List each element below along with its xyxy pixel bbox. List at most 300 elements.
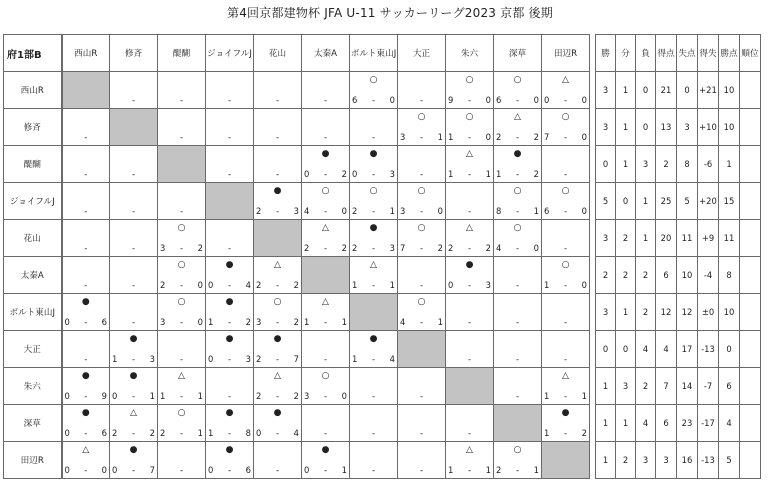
stat-cell: 2 xyxy=(616,220,636,257)
stat-cell: 0 xyxy=(596,146,616,183)
result-cell xyxy=(254,331,302,368)
unplayed-dash: - xyxy=(563,354,568,364)
score-part: 2 xyxy=(256,354,262,364)
stat-cell: 1 xyxy=(616,72,636,109)
result-cell xyxy=(158,220,206,257)
result-cell xyxy=(398,109,446,146)
result-cell xyxy=(350,220,398,257)
stat-cell: 3 xyxy=(596,294,616,331)
unplayed-dash: - xyxy=(227,391,232,401)
stat-cell: +20 xyxy=(698,183,719,220)
table-row xyxy=(4,294,761,331)
win-mark: ○ xyxy=(369,186,378,196)
stat-cell: 7 xyxy=(656,368,677,405)
stat-cell: -17 xyxy=(698,405,719,442)
result-cell xyxy=(302,183,350,220)
result-cell xyxy=(206,331,254,368)
score-part: 1 xyxy=(448,169,454,179)
stat-header: 得点 xyxy=(656,35,677,72)
match-score xyxy=(65,465,108,475)
score-part: - xyxy=(227,465,232,475)
loss-mark: ● xyxy=(321,445,330,455)
match-score xyxy=(208,354,251,364)
stat-cell: 1 xyxy=(719,146,740,183)
score-part: - xyxy=(227,354,232,364)
stat-cell: 13 xyxy=(656,109,677,146)
stat-cell: 14 xyxy=(677,368,698,405)
score-part: - xyxy=(515,132,520,142)
draw-mark: △ xyxy=(274,260,281,270)
unplayed-dash: - xyxy=(84,132,88,142)
match-score xyxy=(256,317,299,327)
score-part: 3 xyxy=(485,280,491,290)
match-score xyxy=(160,391,203,401)
stat-cell: 6 xyxy=(656,405,677,442)
result-cell xyxy=(158,331,206,368)
result-cell xyxy=(302,294,350,331)
score-part: 0 xyxy=(581,280,587,290)
match-score xyxy=(208,317,251,327)
score-part: 1 xyxy=(544,280,550,290)
score-part: 1 xyxy=(496,169,502,179)
score-part: 6 xyxy=(496,95,502,105)
stat-cell xyxy=(740,183,761,220)
win-mark: ○ xyxy=(465,112,474,122)
match-score xyxy=(448,95,491,105)
draw-mark: △ xyxy=(322,223,329,233)
stat-cell: 15 xyxy=(719,183,740,220)
stat-header: 失点 xyxy=(677,35,698,72)
result-cell xyxy=(110,405,158,442)
score-part: 0 xyxy=(544,95,550,105)
draw-mark: △ xyxy=(370,260,377,270)
stat-cell: 5 xyxy=(596,183,616,220)
stat-cell: 3 xyxy=(596,109,616,146)
stat-cell: +21 xyxy=(698,72,719,109)
score-part: 3 xyxy=(293,206,299,216)
score-part: 0 xyxy=(208,280,214,290)
stat-cell: 12 xyxy=(656,294,677,331)
score-part: - xyxy=(179,428,184,438)
score-part: 3 xyxy=(389,243,395,253)
unplayed-dash: - xyxy=(227,169,232,179)
score-part: 2 xyxy=(533,132,539,142)
stat-cell: +10 xyxy=(698,109,719,146)
unplayed-dash: - xyxy=(179,354,184,364)
result-cell xyxy=(494,109,542,146)
draw-mark: △ xyxy=(466,149,473,159)
loss-mark: ● xyxy=(369,223,378,233)
stat-header: 勝点 xyxy=(719,35,740,72)
result-cell xyxy=(542,146,590,183)
score-part: 2 xyxy=(341,169,347,179)
score-part: 1 xyxy=(160,391,166,401)
win-mark: ○ xyxy=(513,186,522,196)
match-score xyxy=(304,206,347,216)
score-part: 3 xyxy=(149,354,155,364)
win-mark: ○ xyxy=(513,75,522,85)
result-cell xyxy=(254,109,302,146)
unplayed-dash: - xyxy=(275,169,280,179)
score-part: 6 xyxy=(101,317,107,327)
match-score xyxy=(256,354,299,364)
loss-mark: ● xyxy=(273,186,282,196)
result-cell xyxy=(494,146,542,183)
result-cell xyxy=(302,331,350,368)
score-part: 2 xyxy=(496,132,502,142)
stat-cell xyxy=(740,109,761,146)
score-part: 3 xyxy=(400,206,406,216)
score-part: 1 xyxy=(208,428,214,438)
stat-cell: -4 xyxy=(698,257,719,294)
result-cell xyxy=(158,72,206,109)
score-part: 0 xyxy=(533,243,539,253)
score-part: - xyxy=(419,206,424,216)
score-part: 7 xyxy=(293,354,299,364)
result-cell xyxy=(398,294,446,331)
score-part: 1 xyxy=(448,132,454,142)
score-part: 2 xyxy=(581,428,587,438)
loss-mark: ● xyxy=(561,408,570,418)
team-header: 醍醐 xyxy=(158,35,206,72)
unplayed-dash: - xyxy=(227,132,232,142)
match-score xyxy=(256,391,299,401)
stat-cell: 4 xyxy=(719,405,740,442)
score-part: - xyxy=(84,428,88,438)
score-part: - xyxy=(515,169,520,179)
score-part: 1 xyxy=(341,317,347,327)
stat-cell: 1 xyxy=(616,146,636,183)
score-part: 1 xyxy=(352,280,358,290)
score-part: 0 xyxy=(304,169,310,179)
match-score xyxy=(112,428,155,438)
result-cell xyxy=(62,220,110,257)
score-part: - xyxy=(371,280,376,290)
stat-cell: 8 xyxy=(719,257,740,294)
score-part: 7 xyxy=(400,243,406,253)
stat-cell: +9 xyxy=(698,220,719,257)
stat-cell: 3 xyxy=(636,442,656,479)
unplayed-dash: - xyxy=(323,95,328,105)
result-cell xyxy=(206,442,254,479)
match-score xyxy=(65,391,108,401)
score-part: 2 xyxy=(160,428,166,438)
stat-cell: 3 xyxy=(677,109,698,146)
stat-cell: 10 xyxy=(719,294,740,331)
result-cell xyxy=(542,294,590,331)
unplayed-dash: - xyxy=(419,428,424,438)
result-cell xyxy=(110,368,158,405)
unplayed-dash: - xyxy=(227,243,232,253)
draw-mark: △ xyxy=(322,297,329,307)
match-score xyxy=(448,169,491,179)
score-part: 1 xyxy=(304,317,310,327)
team-header: 朱六 xyxy=(446,35,494,72)
result-cell xyxy=(542,257,590,294)
match-score xyxy=(160,280,203,290)
table-row xyxy=(4,72,761,109)
stat-cell: 1 xyxy=(616,109,636,146)
match-score xyxy=(160,243,203,253)
stat-cell: 1 xyxy=(616,294,636,331)
table-row xyxy=(4,257,761,294)
match-score xyxy=(256,206,299,216)
unplayed-dash: - xyxy=(84,354,88,364)
match-score xyxy=(544,95,587,105)
score-part: 1 xyxy=(533,465,539,475)
loss-mark: ● xyxy=(81,297,90,307)
stat-cell: 1 xyxy=(636,220,656,257)
unplayed-dash: - xyxy=(131,206,136,216)
score-part: 4 xyxy=(245,280,251,290)
score-part: 0 xyxy=(208,465,214,475)
result-cell xyxy=(398,183,446,220)
unplayed-dash: - xyxy=(419,169,424,179)
result-cell xyxy=(542,368,590,405)
draw-mark: △ xyxy=(466,223,473,233)
match-score xyxy=(544,206,587,216)
draw-mark: △ xyxy=(178,371,185,381)
score-part: - xyxy=(419,243,424,253)
score-part: 3 xyxy=(256,317,262,327)
unplayed-dash: - xyxy=(563,243,568,253)
loss-mark: ● xyxy=(129,334,138,344)
score-part: - xyxy=(563,206,568,216)
unplayed-dash: - xyxy=(419,391,424,401)
result-cell xyxy=(350,146,398,183)
unplayed-dash: - xyxy=(179,132,184,142)
loss-mark: ● xyxy=(369,334,378,344)
score-part: - xyxy=(515,243,520,253)
win-mark: ○ xyxy=(177,297,186,307)
draw-mark: △ xyxy=(562,371,569,381)
loss-mark: ● xyxy=(321,149,330,159)
table-row xyxy=(4,368,761,405)
score-part: - xyxy=(84,465,88,475)
win-mark: ○ xyxy=(417,223,426,233)
stat-cell: 6 xyxy=(719,368,740,405)
row-team-name: 西山R xyxy=(4,72,62,109)
unplayed-dash: - xyxy=(179,95,184,105)
stat-cell: 4 xyxy=(656,331,677,368)
stat-cell xyxy=(740,72,761,109)
score-part: 0 xyxy=(352,169,358,179)
result-cell xyxy=(494,220,542,257)
win-mark: ○ xyxy=(321,186,330,196)
score-part: - xyxy=(179,317,184,327)
match-score xyxy=(544,280,587,290)
score-part: 1 xyxy=(437,132,443,142)
stat-cell: 3 xyxy=(596,72,616,109)
stat-cell: 1 xyxy=(596,405,616,442)
score-part: 0 xyxy=(581,206,587,216)
win-mark: ○ xyxy=(273,297,282,307)
win-mark: ○ xyxy=(177,260,186,270)
score-part: - xyxy=(179,243,184,253)
score-part: - xyxy=(563,132,568,142)
score-part: 0 xyxy=(197,317,203,327)
stat-cell: -7 xyxy=(698,368,719,405)
score-part: 2 xyxy=(352,206,358,216)
score-part: 7 xyxy=(149,465,155,475)
score-part: 0 xyxy=(581,95,587,105)
score-part: 8 xyxy=(245,428,251,438)
loss-mark: ● xyxy=(465,260,474,270)
result-cell xyxy=(542,109,590,146)
result-cell xyxy=(62,257,110,294)
loss-mark: ● xyxy=(225,260,234,270)
unplayed-dash: - xyxy=(467,428,472,438)
match-score xyxy=(496,206,539,216)
match-score xyxy=(496,132,539,142)
team-header: ジョイフルJ xyxy=(206,35,254,72)
result-cell xyxy=(446,294,494,331)
result-cell xyxy=(254,72,302,109)
score-part: - xyxy=(131,428,136,438)
team-header: 太秦A xyxy=(302,35,350,72)
score-part: 6 xyxy=(101,428,107,438)
result-cell xyxy=(398,368,446,405)
stat-cell: 1 xyxy=(596,368,616,405)
score-part: - xyxy=(323,169,328,179)
stat-cell: 0 xyxy=(719,331,740,368)
self-match-cell xyxy=(398,331,446,368)
result-cell xyxy=(254,405,302,442)
self-match-cell xyxy=(494,405,542,442)
score-part: 3 xyxy=(160,317,166,327)
unplayed-dash: - xyxy=(515,354,520,364)
result-cell xyxy=(62,183,110,220)
result-cell xyxy=(446,257,494,294)
match-score xyxy=(304,391,347,401)
result-cell xyxy=(542,405,590,442)
row-team-name: 花山 xyxy=(4,220,62,257)
match-score xyxy=(400,206,443,216)
stat-cell: 1 xyxy=(616,405,636,442)
score-part: 1 xyxy=(437,317,443,327)
loss-mark: ● xyxy=(81,408,90,418)
match-score xyxy=(352,243,395,253)
unplayed-dash: - xyxy=(275,465,280,475)
match-score xyxy=(352,206,395,216)
result-cell xyxy=(62,294,110,331)
self-match-cell xyxy=(446,368,494,405)
match-score xyxy=(544,391,587,401)
score-part: - xyxy=(131,465,136,475)
score-part: - xyxy=(323,391,328,401)
table-row xyxy=(4,405,761,442)
score-part: 3 xyxy=(304,391,310,401)
score-part: - xyxy=(131,391,136,401)
result-cell xyxy=(350,368,398,405)
score-part: - xyxy=(323,317,328,327)
match-score xyxy=(448,280,491,290)
result-cell xyxy=(206,146,254,183)
score-part: 6 xyxy=(245,465,251,475)
score-part: 0 xyxy=(581,132,587,142)
result-cell xyxy=(158,405,206,442)
score-part: 4 xyxy=(304,206,310,216)
table-row xyxy=(4,442,761,479)
score-part: 0 xyxy=(304,465,310,475)
self-match-cell xyxy=(206,183,254,220)
stat-cell xyxy=(740,442,761,479)
score-part: 0 xyxy=(112,465,118,475)
result-cell xyxy=(446,146,494,183)
result-cell xyxy=(110,331,158,368)
score-part: 4 xyxy=(496,243,502,253)
result-cell xyxy=(494,294,542,331)
score-part: - xyxy=(515,95,520,105)
stat-cell: 23 xyxy=(677,405,698,442)
row-team-name: 田辺R xyxy=(4,442,62,479)
result-cell xyxy=(302,72,350,109)
unplayed-dash: - xyxy=(275,95,280,105)
match-score xyxy=(352,169,395,179)
result-cell xyxy=(158,109,206,146)
stat-cell: 0 xyxy=(636,109,656,146)
score-part: - xyxy=(467,132,472,142)
match-score xyxy=(400,317,443,327)
unplayed-dash: - xyxy=(179,465,184,475)
stat-header: 順位 xyxy=(740,35,761,72)
score-part: - xyxy=(227,280,232,290)
score-part: 0 xyxy=(448,280,454,290)
score-part: 2 xyxy=(245,317,251,327)
score-part: 4 xyxy=(400,317,406,327)
score-part: 1 xyxy=(197,428,203,438)
result-cell xyxy=(494,368,542,405)
score-part: 3 xyxy=(400,132,406,142)
result-cell xyxy=(542,220,590,257)
unplayed-dash: - xyxy=(323,428,328,438)
draw-mark: △ xyxy=(82,445,90,455)
match-score xyxy=(65,428,108,438)
score-part: 4 xyxy=(293,428,299,438)
unplayed-dash: - xyxy=(84,169,88,179)
win-mark: ○ xyxy=(513,445,522,455)
score-part: 2 xyxy=(160,280,166,290)
match-score xyxy=(448,132,491,142)
win-mark: ○ xyxy=(369,75,378,85)
score-part: 1 xyxy=(533,206,539,216)
score-part: 0 xyxy=(208,354,214,364)
score-part: 2 xyxy=(112,428,118,438)
score-part: - xyxy=(371,206,376,216)
score-part: 4 xyxy=(389,354,395,364)
score-part: - xyxy=(84,317,88,327)
score-part: 9 xyxy=(448,95,454,105)
score-part: - xyxy=(467,243,472,253)
stat-cell: -13 xyxy=(698,442,719,479)
result-cell xyxy=(62,405,110,442)
stat-cell: 3 xyxy=(596,220,616,257)
score-part: 7 xyxy=(544,132,550,142)
score-part: - xyxy=(467,169,472,179)
unplayed-dash: - xyxy=(419,280,424,290)
score-part: 0 xyxy=(341,391,347,401)
match-score xyxy=(208,280,251,290)
match-score xyxy=(65,317,108,327)
win-mark: ○ xyxy=(321,371,330,381)
score-part: - xyxy=(467,465,472,475)
self-match-cell xyxy=(158,146,206,183)
match-score xyxy=(496,465,539,475)
unplayed-dash: - xyxy=(371,132,376,142)
result-cell xyxy=(302,405,350,442)
match-score xyxy=(496,243,539,253)
score-part: - xyxy=(275,317,280,327)
